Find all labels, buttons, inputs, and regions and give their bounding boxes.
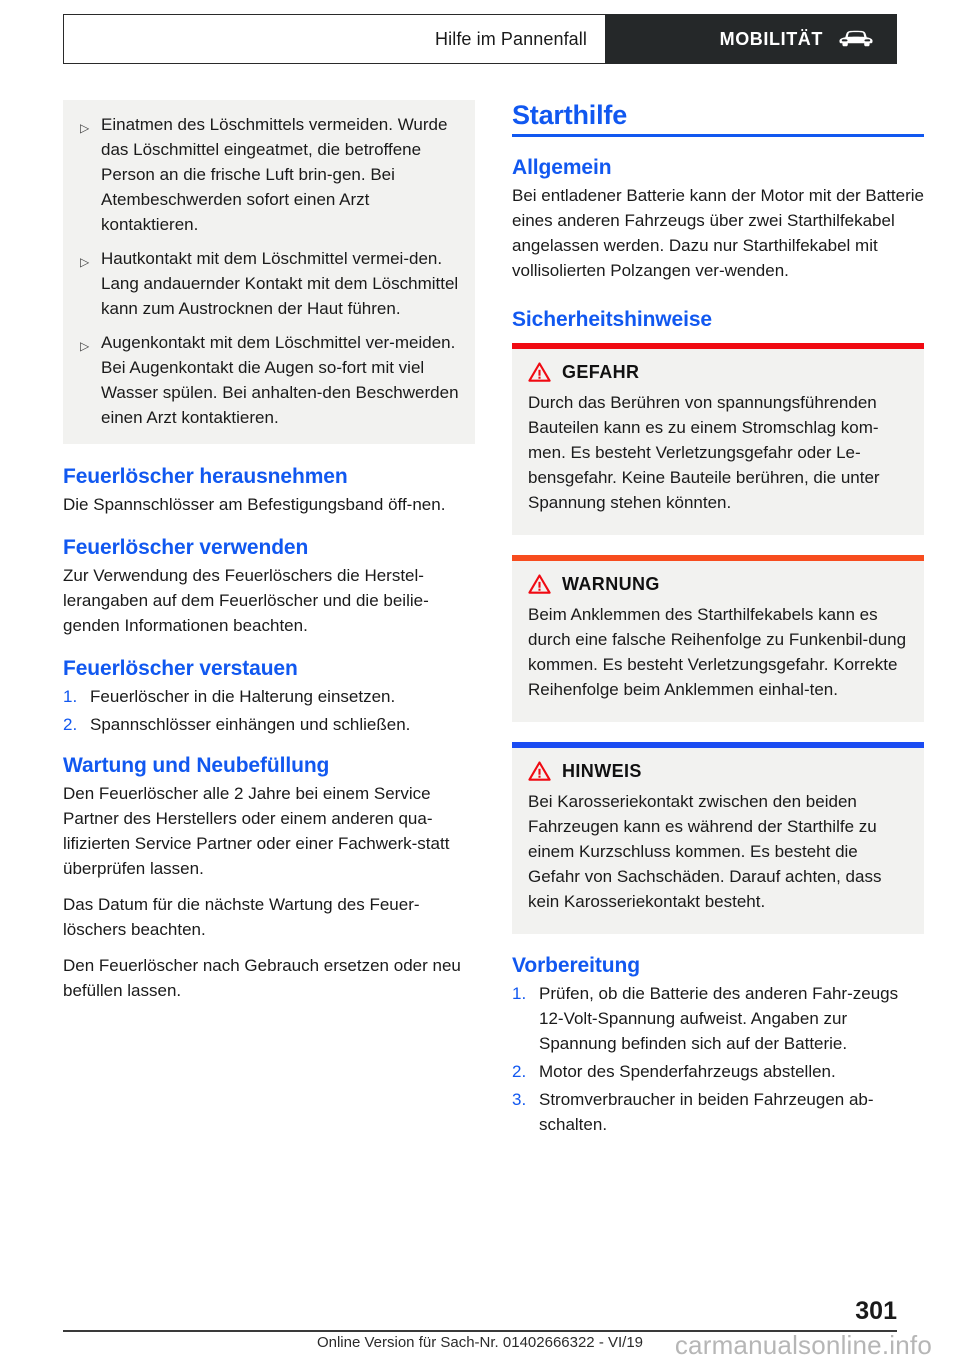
bullet-text: Hautkontakt mit dem Löschmittel vermei-den. Lang andauernder Kontakt mit dem Löschmittel kann zum Austrocknen der Haut führen. — [101, 249, 459, 318]
paragraph-feuerloescher-verwenden: Zur Verwendung des Feuerlöschers die Herstel-lerangaben auf dem Feuerlöscher und die beilie-genden Informationen beachten. — [63, 566, 429, 635]
step-number: 2. — [512, 1061, 527, 1081]
step-number: 3. — [512, 1089, 527, 1109]
page-number: 301 — [855, 1297, 897, 1325]
bullet-text: Einatmen des Löschmittels vermeiden. Wurde das Löschmittel eingeatmet, die betroffene Person an die frische Luft brin-gen. Bei Atembeschwerden sofort einen Arzt kontaktieren. — [101, 115, 448, 234]
warning-triangle-icon — [528, 761, 551, 781]
step-text: Spannschlösser einhängen und schließen. — [90, 715, 411, 734]
heading-wartung-neubefuellung: Wartung und Neubefüllung — [63, 754, 330, 777]
paragraph-feuerloescher-herausnehmen: Die Spannschlösser am Befestigungsband öff-nen. — [63, 495, 446, 514]
safety-bullet-box — [63, 100, 475, 444]
notice-header — [528, 362, 908, 383]
header-chapter-title: Hilfe im Pannenfall — [435, 28, 587, 49]
notice-body — [512, 748, 924, 934]
right-column — [512, 100, 924, 1140]
stow-steps-list — [63, 684, 475, 737]
spacer — [63, 444, 475, 465]
triangle-bullet-icon: ▷ — [80, 255, 90, 269]
step-text: Motor des Spenderfahrzeugs abstellen. — [539, 1061, 836, 1081]
notice-text: Durch das Berühren von spannungsführenden Bauteilen kann es zu einem Stromschlag kom-men. Es besteht Verletzungsgefahr oder Le-bensgefahr. Keine Bauteile berühren, die unter Spannung stehen könnten. — [528, 392, 880, 512]
notice-text: Beim Anklemmen des Starthilfekabels kann es durch eine falsche Reihenfolge zu Funkenbil-dung kommen. Es besteht Verletzungsgefahr. Korrekte Reihenfolge beim Anklemmen einhal-ten. — [528, 604, 907, 699]
notice-label: GEFAHR — [562, 361, 640, 382]
spacer — [512, 294, 924, 308]
list-item — [512, 1059, 924, 1084]
step-number: 2. — [63, 715, 78, 734]
step-number: 1. — [63, 687, 78, 706]
triangle-bullet-icon: ▷ — [80, 339, 90, 353]
notice-hinweis — [512, 742, 924, 934]
triangle-bullet-icon: ▷ — [80, 121, 90, 135]
warning-triangle-icon — [528, 574, 551, 594]
paragraph-wartung-3: Den Feuerlöscher nach Gebrauch ersetzen oder neu befüllen lassen. — [63, 956, 461, 1000]
notice-text: Bei Karosseriekontakt zwischen den beiden Fahrzeugen kann es während der Starthilfe zu einem Kurzschluss kommen. Es besteht die Gefahr von Sachschäden. Darauf achten, dass kein Karosseriekontakt besteht. — [528, 791, 882, 911]
heading-feuerloescher-herausnehmen: Feuerlöscher herausnehmen — [63, 465, 348, 488]
notice-header — [528, 574, 908, 595]
heading-feuerloescher-verstauen: Feuerlöscher verstauen — [63, 657, 298, 680]
spacer — [512, 335, 924, 343]
heading-sicherheitshinweise: Sicherheitshinweise — [512, 307, 713, 331]
paragraph-allgemein: Bei entladener Batterie kann der Motor mit der Batterie eines anderen Fahrzeugs über zwei Starthilfekabel angelassen werden. Dazu nur Starthilfekabel mit vollisolierten Polzangen ver-wenden. — [512, 185, 924, 280]
step-text: Feuerlöscher in die Halterung einsetzen. — [90, 687, 396, 706]
safety-bullet-list — [73, 112, 461, 430]
notice-body — [512, 349, 924, 535]
title-rule — [512, 134, 924, 137]
step-text: Prüfen, ob die Batterie des anderen Fahr-zeugs 12-Volt-Spannung aufweist. Angaben zur Spannung befinden sich auf der Batterie. — [539, 983, 899, 1053]
list-item — [73, 246, 461, 321]
heading-vorbereitung: Vorbereitung — [512, 953, 640, 977]
list-item — [63, 684, 475, 709]
list-item — [512, 1087, 924, 1137]
spacer — [63, 740, 475, 754]
heading-allgemein: Allgemein — [512, 155, 612, 179]
list-item — [63, 712, 475, 737]
spacer — [63, 649, 475, 657]
notice-label: HINWEIS — [562, 760, 642, 781]
spacer — [63, 528, 475, 536]
notice-label: WARNUNG — [562, 573, 660, 594]
paragraph-wartung-1: Den Feuerlöscher alle 2 Jahre bei einem Service Partner des Herstellers oder einem anderen qua-lifizierten Service Partner oder einer Fachwerk-statt überprüfen lassen. — [63, 784, 450, 878]
notice-gefahr — [512, 343, 924, 535]
footer-online-version: Online Version für Sach-Nr. 01402666322 - VI/19 — [316, 1334, 644, 1351]
paragraph-wartung-2: Das Datum für die nächste Wartung des Feuer-löschers beachten. — [63, 895, 420, 939]
list-item — [512, 981, 924, 1056]
notice-body — [512, 561, 924, 722]
header-category-title: MOBILITÄT — [719, 28, 823, 49]
page-header — [63, 14, 897, 64]
preparation-steps-list — [512, 981, 924, 1137]
list-item — [73, 112, 461, 237]
car-front-icon — [839, 29, 873, 49]
warning-triangle-icon — [528, 362, 551, 382]
step-number: 1. — [512, 983, 527, 1003]
notice-warnung — [512, 555, 924, 722]
step-text: Stromverbraucher in beiden Fahrzeugen ab-schalten. — [539, 1089, 874, 1134]
watermark: carmanualsonline.info — [674, 1330, 932, 1360]
page-title: Starthilfe — [512, 100, 628, 130]
left-column — [63, 100, 475, 1003]
header-category-block — [605, 14, 897, 64]
heading-feuerloescher-verwenden: Feuerlöscher verwenden — [63, 536, 309, 559]
bullet-text: Augenkontakt mit dem Löschmittel ver-meiden. Bei Augenkontakt die Augen so-fort mit viel Wasser spülen. Bei anhalten-den Beschwerden einen Arzt kontaktieren. — [101, 333, 459, 427]
list-item — [73, 330, 461, 430]
notice-header — [528, 761, 908, 782]
header-chapter-block — [63, 14, 605, 64]
